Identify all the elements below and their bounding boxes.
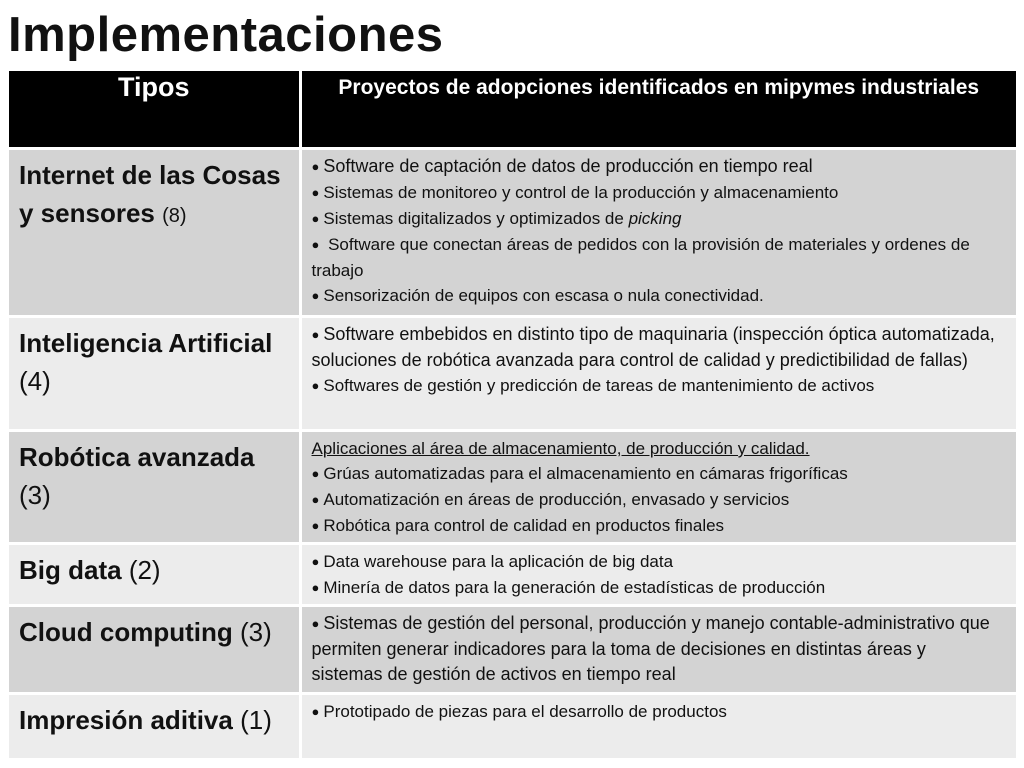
type-name: Cloud computing (19, 617, 233, 647)
type-count: (8) (162, 205, 187, 227)
table-row (9, 694, 1016, 760)
type-cell (9, 149, 300, 317)
list-item: ● Minería de datos para la generación de estadísticas de producción (311, 578, 826, 597)
list-item: ● Grúas automatizadas para el almacenamiento en cámaras frigoríficas (311, 464, 848, 483)
bullet-icon: ● (311, 580, 320, 595)
type-count: (1) (240, 705, 272, 735)
list-item: ● Sensorización de equipos con escasa o nula conectividad. (311, 286, 764, 305)
type-name: Internet de las Cosas y sensores (19, 160, 281, 228)
list-item: ● Sistemas digitalizados y optimizados de picking (311, 209, 682, 228)
bullet-icon: ● (311, 704, 320, 719)
header-types: Tipos (9, 71, 300, 149)
type-cell (9, 606, 300, 694)
type-count: (3) (239, 617, 272, 647)
italic-term: picking (628, 209, 682, 228)
table-row (9, 606, 1016, 694)
type-cell (9, 317, 300, 431)
list-item: ● Sistemas de gestión del personal, producción y manejo contable-administrativo que permiten generar indicadores para la toma de decisiones en distintas áreas y sistemas de gestión de activos en tiempo real (311, 613, 990, 684)
table-row (9, 317, 1016, 431)
page-title: Implementaciones (8, 8, 444, 62)
list-item: ● Software de captación de datos de producción en tiempo real (311, 156, 813, 176)
list-item: ● Softwares de gestión y predicción de tareas de mantenimiento de activos (311, 376, 875, 395)
table-row (9, 544, 1016, 606)
projects-cell (300, 694, 1016, 760)
type-name: Inteligencia Artificial (19, 328, 273, 358)
list-item: ● Software embebidos en distinto tipo de maquinaria (inspección óptica automatizada, soluciones de robótica avanzada para control de calidad y predictibilidad de fallas) (311, 324, 995, 370)
bullet-icon: ● (311, 327, 320, 342)
type-name: Impresión aditiva (19, 705, 233, 735)
projects-cell (300, 606, 1016, 694)
header-projects: Proyectos de adopciones identificados en mipymes industriales (300, 71, 1016, 149)
bullet-icon: ● (311, 288, 320, 303)
list-item: ● Software que conectan áreas de pedidos con la provisión de materiales y ordenes de trabajo (311, 235, 970, 280)
projects-cell (300, 431, 1016, 544)
type-cell (9, 694, 300, 760)
implementations-table (9, 71, 1016, 761)
type-name: Big data (19, 555, 122, 585)
list-item: ● Automatización en áreas de producción, envasado y servicios (311, 490, 790, 509)
type-name: Robótica avanzada (19, 442, 255, 472)
bullet-icon: ● (311, 616, 320, 631)
table-row (9, 149, 1016, 317)
bullet-icon: ● (311, 518, 320, 533)
type-count: (2) (128, 555, 161, 585)
list-item: ● Prototipado de piezas para el desarrollo de productos (311, 702, 727, 721)
type-count: (3) (19, 480, 51, 510)
bullet-icon: ● (311, 211, 320, 226)
list-item: ● Data warehouse para la aplicación de big data (311, 552, 674, 571)
list-item: ● Sistemas de monitoreo y control de la producción y almacenamiento (311, 183, 839, 202)
projects-cell (300, 317, 1016, 431)
bullet-icon: ● (311, 378, 320, 393)
type-count: (4) (19, 366, 51, 396)
type-cell (9, 431, 300, 544)
bullet-icon: ● (311, 159, 320, 174)
bullet-icon: ● (311, 554, 320, 569)
table-row (9, 431, 1016, 544)
bullet-icon: ● (311, 466, 320, 481)
table-header-row (9, 71, 1016, 149)
list-item: ● Robótica para control de calidad en productos finales (311, 516, 725, 535)
bullet-icon: ● (311, 492, 320, 507)
type-cell (9, 544, 300, 606)
bullet-icon: ● (311, 185, 320, 200)
lead-text: Aplicaciones al área de almacenamiento, de producción y calidad. (311, 439, 810, 458)
bullet-icon: ● (311, 237, 320, 252)
projects-cell (300, 149, 1016, 317)
projects-cell (300, 544, 1016, 606)
